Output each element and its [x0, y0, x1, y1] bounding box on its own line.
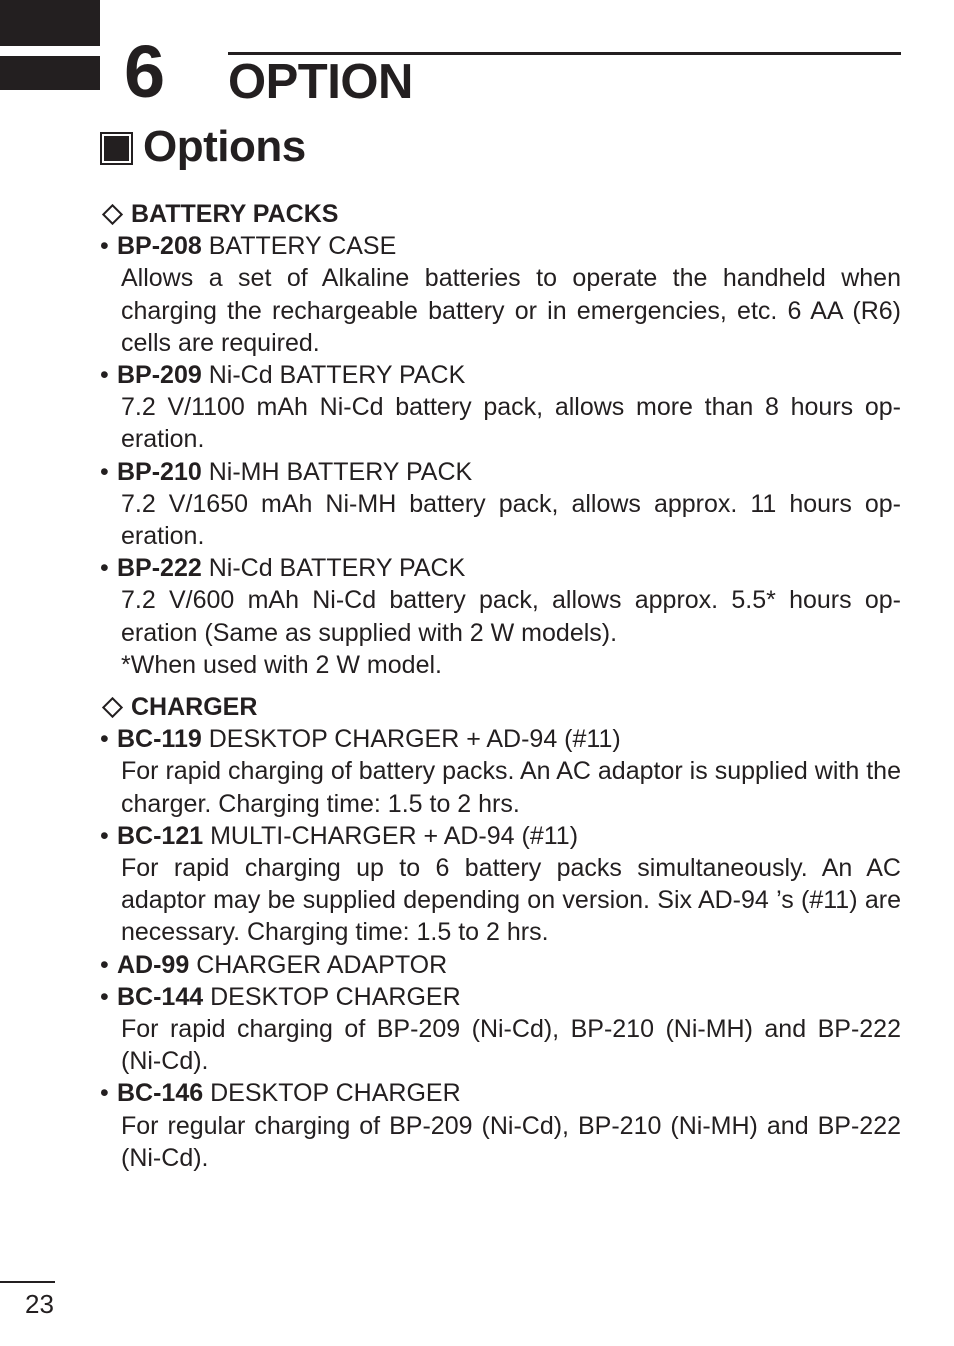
item-name: CHARGER ADAPTOR — [196, 950, 448, 979]
item-model: BP-222 — [117, 554, 202, 583]
bullet-icon: • — [100, 554, 109, 583]
battery-packs-heading — [100, 198, 901, 230]
charger-heading — [100, 691, 901, 723]
bullet-icon: • — [100, 457, 109, 486]
item-title — [100, 359, 901, 391]
item-description: 7.2 V/1100 mAh Ni-Cd battery pack, allows more than 8 hours op-eration. — [121, 393, 901, 454]
item-name: DESKTOP CHARGER — [210, 1079, 461, 1108]
item-description: For rapid charging of battery packs. An AC adaptor is supplied with the charger. Charging time: 1.5 to 2 hrs. — [121, 757, 901, 818]
item-description: For regular charging of BP-209 (Ni-Cd), BP-210 (Ni-MH) and BP-222 (Ni-Cd). — [121, 1111, 901, 1172]
chapter-number: 6 — [124, 30, 166, 113]
bullet-icon: • — [100, 950, 109, 979]
item-name: DESKTOP CHARGER + AD-94 (#11) — [208, 725, 621, 754]
bullet-icon: • — [100, 725, 109, 754]
item-model: BC-121 — [117, 821, 204, 850]
item-description: 7.2 V/1650 mAh Ni-MH battery pack, allows approx. 11 hours op-eration. — [121, 489, 901, 551]
diamond-icon — [102, 203, 123, 224]
list-item — [100, 552, 901, 681]
diamond-icon — [102, 697, 123, 718]
list-item — [100, 820, 901, 949]
section-square-icon — [100, 132, 133, 165]
item-title — [100, 1077, 901, 1109]
item-name: Ni-Cd BATTERY PACK — [208, 361, 466, 390]
section-title-text: Options — [143, 122, 306, 171]
bullet-icon: • — [100, 821, 109, 850]
list-item — [100, 723, 901, 820]
list-item — [100, 359, 901, 456]
item-title — [100, 723, 901, 755]
section-title — [100, 122, 306, 172]
item-title — [100, 820, 901, 852]
item-model: BC-146 — [117, 1079, 204, 1108]
battery-packs-heading-text: BATTERY PACKS — [131, 200, 339, 228]
list-item — [100, 230, 901, 359]
item-description: For rapid charging up to 6 battery packs simultaneously. An AC adaptor may be supplied depending on version. Six AD-94 ’s (#11) are necessary. Charging time: 1.5 to 2 hrs. — [121, 854, 901, 947]
item-name: MULTI-CHARGER + AD-94 (#11) — [210, 821, 579, 850]
bullet-icon: • — [100, 232, 109, 261]
bullet-icon: • — [100, 1079, 109, 1108]
list-item — [100, 456, 901, 553]
list-item — [100, 949, 901, 981]
bullet-icon: • — [100, 982, 109, 1011]
list-item — [100, 981, 901, 1078]
page-number: 23 — [25, 1289, 54, 1319]
item-name: Ni-MH BATTERY PACK — [208, 457, 473, 486]
item-model: BP-209 — [117, 361, 202, 390]
item-name: BATTERY CASE — [208, 232, 397, 261]
bullet-icon: • — [100, 361, 109, 390]
options-content — [100, 198, 901, 1174]
chapter-tab-bar-bottom — [0, 56, 100, 90]
item-name: Ni-Cd BATTERY PACK — [208, 554, 466, 583]
item-note: *When used with 2 W model. — [121, 650, 442, 679]
item-title — [100, 230, 901, 262]
charger-heading-text: CHARGER — [131, 693, 258, 722]
page-number-rule — [0, 1281, 55, 1283]
item-title — [100, 949, 901, 981]
item-description: 7.2 V/600 mAh Ni-Cd battery pack, allows approx. 5.5* hours op-eration (Same as supplied with 2 W models). — [121, 586, 901, 647]
item-name: DESKTOP CHARGER — [210, 982, 461, 1011]
chapter-tab-bar-top — [0, 0, 100, 46]
item-model: BP-208 — [117, 232, 202, 261]
list-item — [100, 1077, 901, 1174]
item-model: BP-210 — [117, 457, 202, 486]
item-description: Allows a set of Alkaline batteries to operate the handheld when charging the rechargeable battery or in emergencies, etc. 6 AA (R6) cells are required. — [121, 264, 901, 357]
item-description: For rapid charging of BP-209 (Ni-Cd), BP-210 (Ni-MH) and BP-222 (Ni-Cd). — [121, 1015, 901, 1076]
item-title — [100, 552, 901, 584]
chapter-title: OPTION — [228, 55, 413, 109]
item-title — [100, 456, 901, 488]
item-model: BC-144 — [117, 982, 204, 1011]
item-model: BC-119 — [117, 725, 202, 754]
item-model: AD-99 — [117, 950, 190, 979]
item-title — [100, 981, 901, 1013]
